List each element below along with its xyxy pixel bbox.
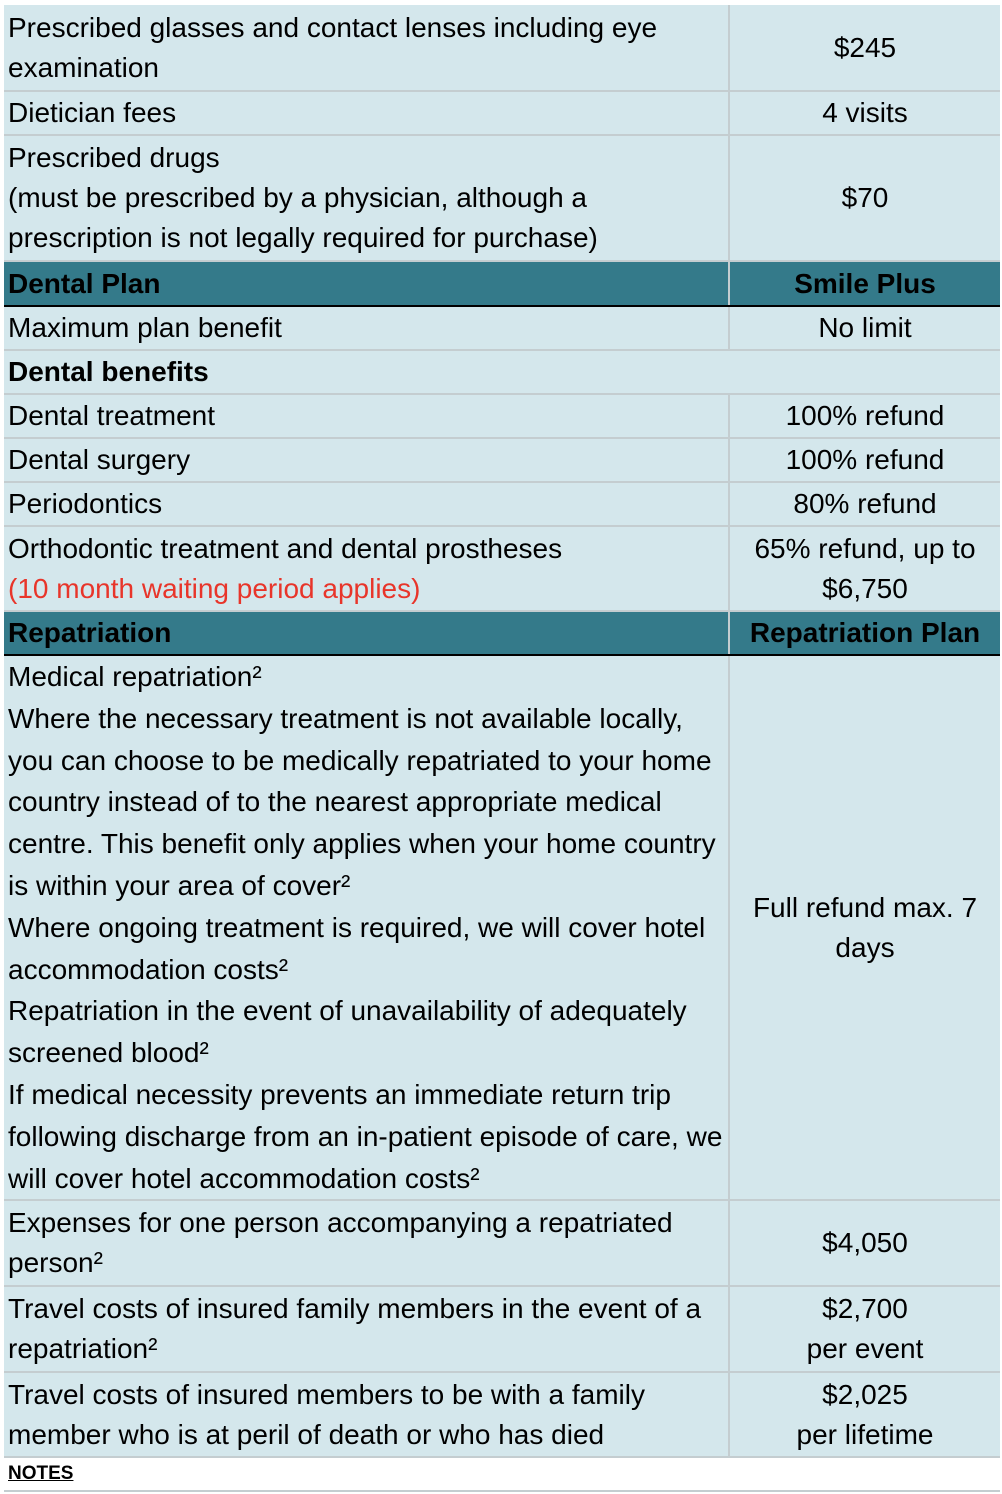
value-line: $4,050	[822, 1227, 908, 1259]
section-header-repatriation	[4, 611, 1000, 655]
table-row	[4, 5, 1000, 91]
row-value	[729, 1286, 1000, 1372]
table-row	[4, 438, 1000, 482]
section-title: Repatriation	[4, 611, 729, 655]
section-header-dental	[4, 261, 1000, 306]
subheading-row	[4, 350, 1000, 394]
label-line: Medical repatriation²	[8, 661, 262, 692]
table-row	[4, 526, 1000, 611]
table-row	[4, 655, 1000, 1200]
row-label: Prescribed glasses and contact lenses including eye examination	[4, 5, 729, 91]
table-row	[4, 482, 1000, 526]
row-value: No limit	[729, 306, 1000, 350]
section-title: Dental Plan	[4, 261, 729, 306]
row-label	[4, 526, 729, 611]
row-value: 4 visits	[729, 91, 1000, 135]
row-value: 65% refund, up to $6,750	[729, 526, 1000, 611]
value-line: $2,700	[822, 1293, 908, 1325]
row-value: 100% refund	[729, 394, 1000, 438]
row-label: Maximum plan benefit	[4, 306, 729, 350]
row-label: Dietician fees	[4, 91, 729, 135]
table-row	[4, 135, 1000, 261]
row-value: Full refund max. 7 days	[729, 655, 1000, 1200]
row-value: 100% refund	[729, 438, 1000, 482]
label-line: Orthodontic treatment and dental prostheses	[8, 532, 563, 564]
label-line: Where ongoing treatment is required, we will cover hotel accommodation costs²	[8, 911, 706, 985]
plan-name: Repatriation Plan	[729, 611, 1000, 655]
label-line: If medical necessity prevents an immediate return trip following discharge from an in-patient episode of care, we will cover hotel accommodation costs²	[8, 1078, 723, 1194]
row-label: Periodontics	[4, 482, 729, 526]
value-line: per lifetime	[796, 1418, 934, 1450]
table-row	[4, 306, 1000, 350]
waiting-period-note: (10 month waiting period applies)	[8, 572, 421, 604]
row-value: $245	[729, 5, 1000, 91]
row-label	[4, 655, 729, 1200]
value-line: per event	[806, 1333, 924, 1365]
label-line: (must be prescribed by a physician, although a prescription is not legally required for purchase)	[8, 182, 598, 253]
notes-heading: NOTES	[4, 1457, 1000, 1491]
table-row	[4, 394, 1000, 438]
row-label: Expenses for one person accompanying a repatriated person²	[4, 1200, 729, 1286]
value-line: $2,025	[822, 1378, 908, 1410]
table-row	[4, 1286, 1000, 1372]
table-row	[4, 1372, 1000, 1457]
row-value: $70	[729, 135, 1000, 261]
notes-row	[4, 1457, 1000, 1491]
row-value	[729, 1372, 1000, 1457]
label-line: Repatriation in the event of unavailability of adequately screened blood²	[8, 995, 687, 1069]
row-value: 80% refund	[729, 482, 1000, 526]
row-label: Travel costs of insured members to be with a family member who is at peril of death or who has died	[4, 1372, 729, 1457]
label-line: Prescribed drugs	[8, 142, 220, 173]
subheading: Dental benefits	[4, 350, 1000, 394]
benefits-table	[4, 5, 1000, 1492]
label-line: Where the necessary treatment is not available locally, you can choose to be medically repatriated to your home country instead of to the nearest appropriate medical centre. This benefit only applies when your home country is within your area of cover²	[8, 702, 716, 901]
row-label: Dental surgery	[4, 438, 729, 482]
row-label	[4, 135, 729, 261]
row-value	[729, 1200, 1000, 1286]
table-row	[4, 91, 1000, 135]
table-row	[4, 1200, 1000, 1286]
plan-name: Smile Plus	[729, 261, 1000, 306]
row-label: Travel costs of insured family members in the event of a repatriation²	[4, 1286, 729, 1372]
row-label: Dental treatment	[4, 394, 729, 438]
